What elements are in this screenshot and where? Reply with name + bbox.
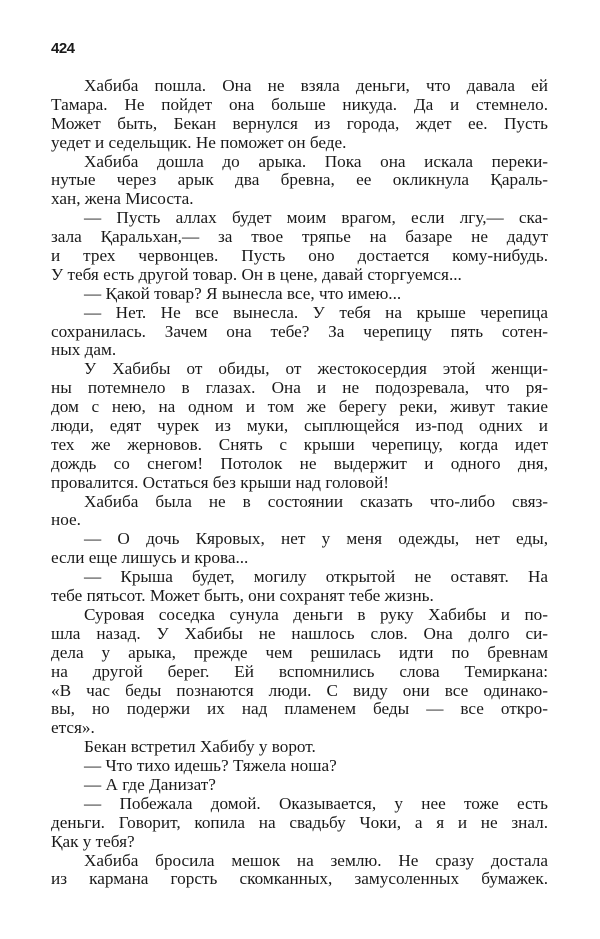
paragraph — [51, 776, 548, 795]
text-line: — Нет. Не все вынесла. У тебя на крыше черепица — [84, 302, 548, 322]
text-line: сохранилась. Зачем она тебе? За черепицу пять сотен- — [51, 321, 548, 341]
text-line: — Пусть аллах будет моим врагом, если лгу,— ска- — [84, 208, 548, 228]
text-line: если еще лишусь и крова... — [51, 548, 249, 568]
text-line: хан, жена Мисоста. — [51, 189, 194, 209]
text-line: провалится. Остаться без крыши над головой! — [51, 472, 390, 492]
text-line: У тебя есть другой товар. Он в цене, давай сторгуемся... — [51, 264, 462, 284]
paragraph — [51, 530, 548, 568]
text-line: деньги. Говорит, копила на свадьбу Чоки, а я и не знал. — [51, 812, 548, 832]
text-line: вы, но подержи их над пламенем беды — все откро- — [51, 699, 548, 719]
text-line: и трех червонцев. Пусть оно достается кому-нибудь. — [51, 246, 548, 266]
text-line: ное. — [51, 510, 81, 530]
text-line: дела у арыка, прежде чем решилась идти по бревнам — [51, 642, 548, 662]
text-line: Хабиба была не в состоянии сказать что-либо связ- — [84, 491, 548, 511]
text-line: из кармана горсть скомканных, замусоленных бумажек. — [51, 869, 548, 889]
text-line: Хабиба пошла. Она не взяла деньги, что давала ей — [84, 76, 548, 95]
page-number: 424 — [51, 40, 75, 57]
text-line: «В час беды познаются люди. С виду они все одинако- — [51, 680, 548, 700]
text-line: Тамара. Не пойдет она больше никуда. Да и стемнело. — [51, 94, 548, 114]
text-line: — Крыша будет, могилу открытой не оставят. На — [84, 567, 548, 587]
paragraph — [51, 209, 548, 285]
paragraph — [51, 757, 548, 776]
text-line: ется». — [51, 718, 95, 738]
text-line: ны потемнело в глазах. Она и не подозревала, что ря- — [51, 378, 548, 398]
text-line: люди, едят чурек из муки, сыплющейся из-под одних и — [51, 416, 548, 436]
text-line: тех же жерновов. Снять с крыши черепицу, когда идет — [51, 434, 548, 454]
paragraph — [51, 304, 548, 361]
text-line: Хабиба бросила мешок на землю. Не сразу достала — [84, 850, 548, 870]
text-line: нутые через арык два бревна, ее окликнула Қараль- — [51, 170, 548, 190]
text-line: шла назад. У Хабибы не нашлось слов. Она долго си- — [51, 623, 548, 643]
text-line: ных дам. — [51, 340, 117, 360]
text-line: — О дочь Кяровых, нет у меня одежды, нет еды, — [84, 529, 548, 549]
text-line: — А где Данизат? — [84, 774, 216, 794]
text-line: Суровая соседка сунула деньги в руку Хабибы и по- — [84, 604, 548, 624]
text-line: Қак у тебя? — [51, 831, 135, 851]
paragraph — [51, 153, 548, 210]
paragraph — [51, 360, 548, 492]
paragraph — [51, 738, 548, 757]
text-line: на другой берег. Ей вспомнились слова Темиркана: — [51, 661, 548, 681]
text-line: — Қакой товар? Я вынесла все, что имею... — [84, 283, 402, 303]
text-line: — Побежала домой. Оказывается, у нее тоже есть — [84, 793, 548, 813]
text-line: зала Қаральхан,— за твое тряпье на базаре не дадут — [51, 227, 548, 247]
text-line: Может быть, Бекан вернулся из города, ждет ее. Пусть — [51, 113, 548, 133]
paragraph — [51, 606, 548, 738]
paragraph — [51, 852, 548, 890]
text-line: дом с нею, на одном и том же берегу реки, живут такие — [51, 397, 548, 417]
paragraph — [51, 795, 548, 852]
text-line: — Что тихо идешь? Тяжела ноша? — [84, 756, 337, 776]
text-line: Бекан встретил Хабибу у ворот. — [84, 737, 316, 757]
paragraph — [51, 493, 548, 531]
body-text — [51, 77, 548, 889]
text-line: дождь со снегом! Потолок не выдержит и одного дня, — [51, 453, 548, 473]
paragraph — [51, 77, 548, 153]
text-line: тебе пятьсот. Может быть, они сохранят тебе жизнь. — [51, 586, 434, 606]
text-line: У Хабибы от обиды, от жестокосердия этой женщи- — [84, 359, 548, 379]
text-line: уедет и седельщик. Не поможет он беде. — [51, 132, 347, 152]
paragraph — [51, 285, 548, 304]
text-line: Хабиба дошла до арыка. Пока она искала переки- — [84, 151, 548, 171]
paragraph — [51, 568, 548, 606]
